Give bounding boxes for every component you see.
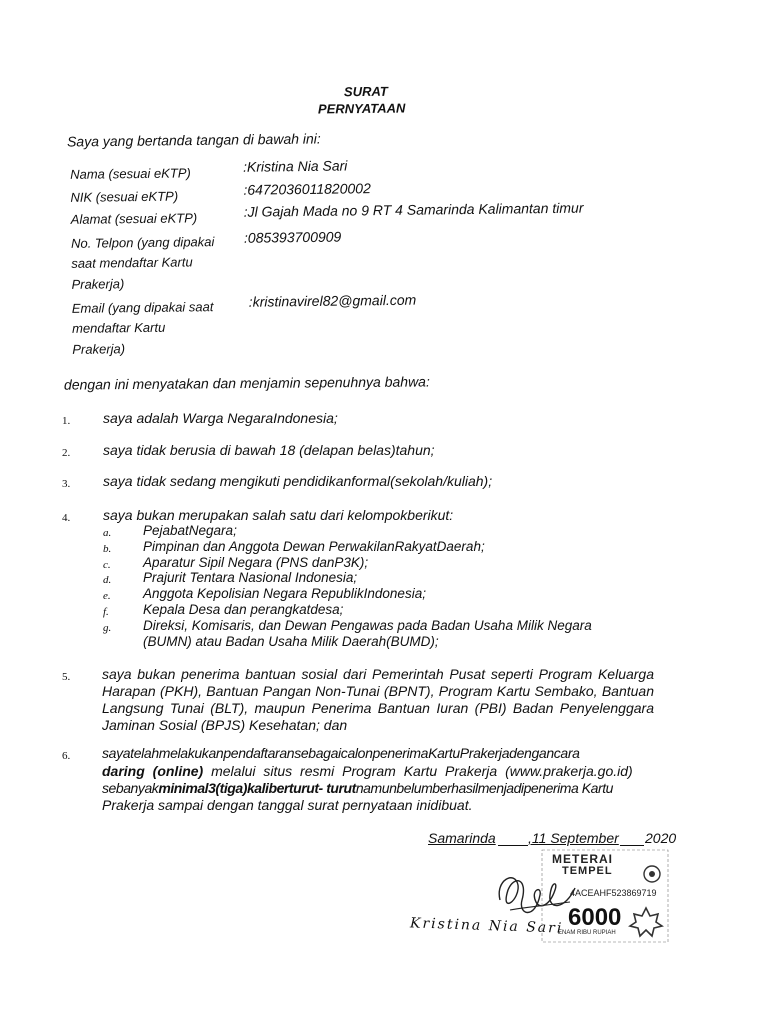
field-label-email-3: Prakerja) xyxy=(72,341,126,357)
item-number-1: 1. xyxy=(62,415,71,427)
year: 2020 xyxy=(645,830,677,846)
title-line-1: SURAT xyxy=(343,83,388,100)
date: ,11 September xyxy=(528,830,619,846)
subitem-letter-b: b. xyxy=(103,543,112,555)
item-6-bold-online: daring (online) xyxy=(102,763,204,779)
item-5-text: saya bukan penerima bantuan sosial dari Pemerintah Pusat seperti Program Keluarga Harapan (PKH), Bantuan Pangan Non-Tunai (BPNT), Program Kartu Sembako, Bantuan Langsung Tunai (BLT), maupun Penerima Bantuan Iuran (PBI) Badan Penyelenggara Jaminan Sosial (BPJS) Kesehatan; dan xyxy=(102,666,654,733)
stamp-meterai-label: METERAI xyxy=(552,852,613,866)
item-4-text: saya bukan merupakan salah satu dari kelompokberikut: xyxy=(103,507,454,523)
subitem-letter-c: c. xyxy=(103,559,111,571)
field-value-nama: :Kristina Nia Sari xyxy=(242,157,348,175)
subitem-letter-f: f. xyxy=(103,606,109,618)
field-label-telpon-3: Prakerja) xyxy=(71,276,125,292)
subitem-a-text: PejabatNegara; xyxy=(143,523,237,538)
subitem-e-text: Anggota Kepolisian Negara RepublikIndonesia; xyxy=(143,586,426,601)
item-6-line-4: Prakerja sampai dengan tanggal surat pernyataan inidibuat. xyxy=(102,797,473,813)
subitem-d-text: Prajurit Tentara Nasional Indonesia; xyxy=(143,570,358,585)
item-number-3: 3. xyxy=(62,478,71,490)
field-label-email-2: mendaftar Kartu xyxy=(71,319,166,336)
item-6-line-3-post: namunbelumberhasilmenjadipenerima Kartu xyxy=(355,780,614,796)
item-number-4: 4. xyxy=(62,512,71,524)
item-6-line-3-pre: sebanyak xyxy=(102,780,159,796)
field-label-nik: NIK (sesuai eKTP) xyxy=(70,188,179,205)
item-2-text: saya tidak berusia di bawah 18 (delapan belas)tahun; xyxy=(103,442,435,458)
subitem-letter-g: g. xyxy=(103,622,112,634)
field-value-nik: :6472036011820002 xyxy=(243,180,371,198)
title-line-2: PERNYATAAN xyxy=(317,100,406,117)
field-value-alamat: :Jl Gajah Mada no 9 RT 4 Samarinda Kalimantan timur xyxy=(243,199,584,220)
subitem-c-text: Aparatur Sipil Negara (PNS danP3K); xyxy=(143,555,369,570)
item-6-line-3 xyxy=(102,780,613,796)
field-label-email-1: Email (yang dipakai saat xyxy=(71,299,214,316)
item-1-text: saya adalah Warga NegaraIndonesia; xyxy=(103,410,338,426)
field-label-telpon-2: saat mendaftar Kartu xyxy=(71,254,193,271)
date-underline-gap-2 xyxy=(620,830,644,846)
subitem-letter-e: e. xyxy=(103,590,111,602)
subitem-f-text: Kepala Desa dan perangkatdesa; xyxy=(143,602,344,617)
signature-name: Kristina Nia Sari xyxy=(409,915,564,937)
field-value-telpon: :085393700909 xyxy=(243,228,342,246)
field-label-telpon-1: No. Telpon (yang dipakai xyxy=(70,234,215,251)
stamp-value-words: ENAM RIBU RUPIAH xyxy=(558,930,616,936)
field-label-nama: Nama (sesuai eKTP) xyxy=(70,165,191,182)
subitem-letter-d: d. xyxy=(103,574,112,586)
stamp-tempel-label: TEMPEL xyxy=(562,865,613,877)
stamp-value: 6000 xyxy=(568,904,622,931)
intro-text: Saya yang bertanda tangan di bawah ini: xyxy=(66,130,321,150)
subitem-b-text: Pimpinan dan Anggota Dewan PerwakilanRakyatDaerah; xyxy=(143,539,485,554)
subitem-g-text: Direksi, Komisaris, dan Dewan Pengawas pada Badan Usaha Milik Negara xyxy=(143,618,592,633)
field-value-email: :kristinavirel82@gmail.com xyxy=(248,291,417,310)
item-number-6: 6. xyxy=(62,750,71,762)
subitem-letter-a: a. xyxy=(103,527,112,539)
declaration-intro: dengan ini menyatakan dan menjamin sepenuhnya bahwa: xyxy=(63,373,430,393)
field-label-alamat: Alamat (sesuai eKTP) xyxy=(70,210,198,227)
item-6-line-2-rest: melalui situs resmi Program Kartu Prakerja (www.prakerja.go.id) xyxy=(203,763,633,779)
item-6-bold-minimal: minimal3(tiga)kaliberturut- turut xyxy=(158,780,356,796)
stamp-serial: 4ACEAHF523869719 xyxy=(570,888,657,898)
date-underline-gap xyxy=(498,830,528,846)
item-3-text: saya tidak sedang mengikuti pendidikanformal(sekolah/kuliah); xyxy=(103,473,493,489)
subitem-g-text-line2: (BUMN) atau Badan Usaha Milik Daerah(BUMD); xyxy=(143,634,439,649)
item-6-line-2 xyxy=(102,763,633,779)
item-6-line-1: sayatelahmelakukanpendaftaransebagaicalonpenerimaKartuPrakerjadengancara xyxy=(102,745,580,761)
item-number-5: 5. xyxy=(62,671,71,683)
item-number-2: 2. xyxy=(62,447,71,459)
place: Samarinda xyxy=(428,830,496,846)
